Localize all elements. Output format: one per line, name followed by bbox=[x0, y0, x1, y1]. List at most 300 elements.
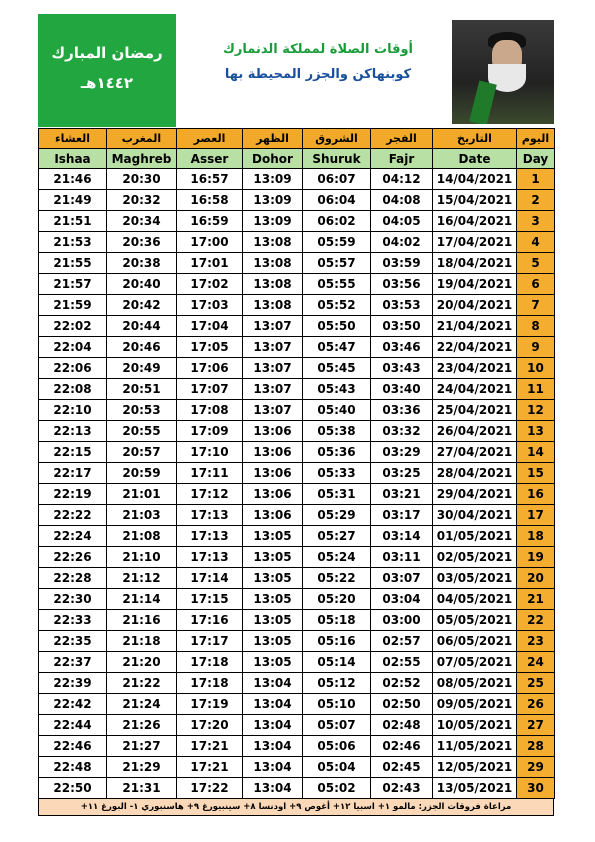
cell-day: 7 bbox=[517, 295, 555, 316]
cell-ishaa: 22:15 bbox=[39, 442, 107, 463]
cell-fajr: 03:59 bbox=[371, 253, 433, 274]
cell-day: 27 bbox=[517, 715, 555, 736]
cell-asser: 17:22 bbox=[177, 778, 243, 799]
cell-day: 8 bbox=[517, 316, 555, 337]
cell-fajr: 03:04 bbox=[371, 589, 433, 610]
cell-maghreb: 20:57 bbox=[107, 442, 177, 463]
cell-fajr: 03:50 bbox=[371, 316, 433, 337]
cell-maghreb: 20:32 bbox=[107, 190, 177, 211]
table-row bbox=[39, 652, 555, 673]
cell-dohor: 13:04 bbox=[243, 736, 303, 757]
cell-asser: 17:06 bbox=[177, 358, 243, 379]
cell-shuruk: 05:22 bbox=[303, 568, 371, 589]
cell-asser: 17:00 bbox=[177, 232, 243, 253]
cell-date: 21/04/2021 bbox=[433, 316, 517, 337]
cell-shuruk: 05:24 bbox=[303, 547, 371, 568]
cell-date: 15/04/2021 bbox=[433, 190, 517, 211]
cell-dohor: 13:06 bbox=[243, 442, 303, 463]
table-row bbox=[39, 715, 555, 736]
cell-shuruk: 05:40 bbox=[303, 400, 371, 421]
cell-ishaa: 22:24 bbox=[39, 526, 107, 547]
cell-dohor: 13:05 bbox=[243, 526, 303, 547]
cell-asser: 17:07 bbox=[177, 379, 243, 400]
cell-asser: 16:57 bbox=[177, 169, 243, 190]
table-row bbox=[39, 589, 555, 610]
cell-date: 27/04/2021 bbox=[433, 442, 517, 463]
footer-note: مراعاة فروقات الجزر: مالمو ١+ اسبيا ١٢+ أغوص ٩+ اودنسا ٨+ سينبيورغ ٩+ هاسنبوري ١- البورغ ١١+ bbox=[38, 799, 554, 816]
table-row bbox=[39, 190, 555, 211]
cell-shuruk: 05:27 bbox=[303, 526, 371, 547]
cell-day: 22 bbox=[517, 610, 555, 631]
cell-date: 05/05/2021 bbox=[433, 610, 517, 631]
cell-asser: 17:04 bbox=[177, 316, 243, 337]
cell-day: 16 bbox=[517, 484, 555, 505]
cell-ishaa: 22:28 bbox=[39, 568, 107, 589]
cell-dohor: 13:07 bbox=[243, 337, 303, 358]
title-line-2: كوبنهاكن والجزر المحيطة بها bbox=[224, 67, 412, 82]
cell-date: 29/04/2021 bbox=[433, 484, 517, 505]
cell-day: 1 bbox=[517, 169, 555, 190]
cell-dohor: 13:07 bbox=[243, 358, 303, 379]
cell-maghreb: 20:51 bbox=[107, 379, 177, 400]
cell-day: 17 bbox=[517, 505, 555, 526]
cell-dohor: 13:04 bbox=[243, 757, 303, 778]
cell-dohor: 13:06 bbox=[243, 505, 303, 526]
table-row bbox=[39, 295, 555, 316]
cell-asser: 17:21 bbox=[177, 757, 243, 778]
cell-maghreb: 21:01 bbox=[107, 484, 177, 505]
cell-maghreb: 21:22 bbox=[107, 673, 177, 694]
cell-shuruk: 05:20 bbox=[303, 589, 371, 610]
cell-day: 21 bbox=[517, 589, 555, 610]
cell-fajr: 03:21 bbox=[371, 484, 433, 505]
cell-day: 9 bbox=[517, 337, 555, 358]
cell-day: 5 bbox=[517, 253, 555, 274]
table-row bbox=[39, 757, 555, 778]
cell-maghreb: 21:12 bbox=[107, 568, 177, 589]
cell-shuruk: 06:04 bbox=[303, 190, 371, 211]
cell-ishaa: 22:26 bbox=[39, 547, 107, 568]
cell-day: 12 bbox=[517, 400, 555, 421]
cell-shuruk: 05:36 bbox=[303, 442, 371, 463]
col-header-ar: الشروق bbox=[303, 129, 371, 149]
cell-asser: 17:16 bbox=[177, 610, 243, 631]
cell-asser: 17:17 bbox=[177, 631, 243, 652]
table-row bbox=[39, 442, 555, 463]
cell-dohor: 13:04 bbox=[243, 673, 303, 694]
cell-maghreb: 20:30 bbox=[107, 169, 177, 190]
cell-date: 24/04/2021 bbox=[433, 379, 517, 400]
cell-shuruk: 06:07 bbox=[303, 169, 371, 190]
cell-maghreb: 21:16 bbox=[107, 610, 177, 631]
cell-dohor: 13:04 bbox=[243, 694, 303, 715]
cell-shuruk: 05:50 bbox=[303, 316, 371, 337]
cell-date: 07/05/2021 bbox=[433, 652, 517, 673]
cell-ishaa: 22:19 bbox=[39, 484, 107, 505]
cell-date: 01/05/2021 bbox=[433, 526, 517, 547]
cell-fajr: 02:46 bbox=[371, 736, 433, 757]
cell-shuruk: 05:31 bbox=[303, 484, 371, 505]
cell-dohor: 13:04 bbox=[243, 778, 303, 799]
cell-asser: 17:09 bbox=[177, 421, 243, 442]
cell-ishaa: 22:37 bbox=[39, 652, 107, 673]
cell-ishaa: 22:10 bbox=[39, 400, 107, 421]
table-row bbox=[39, 421, 555, 442]
cell-ishaa: 22:46 bbox=[39, 736, 107, 757]
cell-dohor: 13:09 bbox=[243, 211, 303, 232]
col-header-ar: اليوم bbox=[517, 129, 555, 149]
cell-date: 17/04/2021 bbox=[433, 232, 517, 253]
cell-fajr: 02:55 bbox=[371, 652, 433, 673]
cell-fajr: 04:08 bbox=[371, 190, 433, 211]
cell-asser: 17:18 bbox=[177, 652, 243, 673]
cell-shuruk: 05:29 bbox=[303, 505, 371, 526]
cell-ishaa: 21:55 bbox=[39, 253, 107, 274]
cell-asser: 17:11 bbox=[177, 463, 243, 484]
cell-date: 02/05/2021 bbox=[433, 547, 517, 568]
cell-maghreb: 20:59 bbox=[107, 463, 177, 484]
table-row bbox=[39, 505, 555, 526]
cell-ishaa: 21:51 bbox=[39, 211, 107, 232]
cell-asser: 17:13 bbox=[177, 526, 243, 547]
cell-maghreb: 20:38 bbox=[107, 253, 177, 274]
table-row bbox=[39, 631, 555, 652]
cell-maghreb: 20:34 bbox=[107, 211, 177, 232]
cell-day: 25 bbox=[517, 673, 555, 694]
cell-shuruk: 05:47 bbox=[303, 337, 371, 358]
col-header-en: Maghreb bbox=[107, 149, 177, 169]
cell-fajr: 03:00 bbox=[371, 610, 433, 631]
cell-ishaa: 21:53 bbox=[39, 232, 107, 253]
cell-asser: 16:58 bbox=[177, 190, 243, 211]
cell-shuruk: 05:18 bbox=[303, 610, 371, 631]
cell-asser: 17:19 bbox=[177, 694, 243, 715]
cell-date: 14/04/2021 bbox=[433, 169, 517, 190]
cell-shuruk: 05:02 bbox=[303, 778, 371, 799]
cell-dohor: 13:06 bbox=[243, 421, 303, 442]
cell-maghreb: 20:55 bbox=[107, 421, 177, 442]
cell-maghreb: 20:49 bbox=[107, 358, 177, 379]
cell-fajr: 03:40 bbox=[371, 379, 433, 400]
table-row bbox=[39, 169, 555, 190]
cell-ishaa: 22:17 bbox=[39, 463, 107, 484]
cell-date: 10/05/2021 bbox=[433, 715, 517, 736]
cell-dohor: 13:08 bbox=[243, 253, 303, 274]
cell-dohor: 13:05 bbox=[243, 631, 303, 652]
cell-fajr: 03:56 bbox=[371, 274, 433, 295]
cell-asser: 17:14 bbox=[177, 568, 243, 589]
cell-dohor: 13:06 bbox=[243, 463, 303, 484]
cell-ishaa: 22:33 bbox=[39, 610, 107, 631]
cell-date: 20/04/2021 bbox=[433, 295, 517, 316]
table-row bbox=[39, 778, 555, 799]
cell-maghreb: 20:42 bbox=[107, 295, 177, 316]
cell-date: 03/05/2021 bbox=[433, 568, 517, 589]
cell-shuruk: 05:10 bbox=[303, 694, 371, 715]
cell-dohor: 13:05 bbox=[243, 547, 303, 568]
cell-date: 30/04/2021 bbox=[433, 505, 517, 526]
cell-maghreb: 21:31 bbox=[107, 778, 177, 799]
cell-date: 23/04/2021 bbox=[433, 358, 517, 379]
cell-day: 20 bbox=[517, 568, 555, 589]
col-header-ar: العصر bbox=[177, 129, 243, 149]
cell-day: 23 bbox=[517, 631, 555, 652]
cell-shuruk: 05:43 bbox=[303, 379, 371, 400]
cell-shuruk: 05:06 bbox=[303, 736, 371, 757]
table-row bbox=[39, 547, 555, 568]
col-header-ar: العشاء bbox=[39, 129, 107, 149]
cell-maghreb: 21:14 bbox=[107, 589, 177, 610]
table-row bbox=[39, 316, 555, 337]
cell-ishaa: 21:49 bbox=[39, 190, 107, 211]
cell-date: 18/04/2021 bbox=[433, 253, 517, 274]
table-row bbox=[39, 379, 555, 400]
cell-fajr: 03:29 bbox=[371, 442, 433, 463]
cell-day: 19 bbox=[517, 547, 555, 568]
cell-asser: 17:08 bbox=[177, 400, 243, 421]
cell-asser: 17:03 bbox=[177, 295, 243, 316]
page-header bbox=[38, 14, 554, 128]
cell-day: 18 bbox=[517, 526, 555, 547]
cell-day: 3 bbox=[517, 211, 555, 232]
cell-ishaa: 22:35 bbox=[39, 631, 107, 652]
portrait-sash bbox=[469, 80, 497, 124]
table-row bbox=[39, 253, 555, 274]
cell-dohor: 13:08 bbox=[243, 232, 303, 253]
cell-asser: 17:01 bbox=[177, 253, 243, 274]
cell-day: 14 bbox=[517, 442, 555, 463]
cell-ishaa: 22:44 bbox=[39, 715, 107, 736]
cell-maghreb: 21:27 bbox=[107, 736, 177, 757]
cell-shuruk: 05:52 bbox=[303, 295, 371, 316]
cell-day: 13 bbox=[517, 421, 555, 442]
cell-maghreb: 21:24 bbox=[107, 694, 177, 715]
cell-maghreb: 20:40 bbox=[107, 274, 177, 295]
cell-fajr: 03:46 bbox=[371, 337, 433, 358]
cell-ishaa: 22:06 bbox=[39, 358, 107, 379]
cell-ishaa: 21:59 bbox=[39, 295, 107, 316]
cell-day: 28 bbox=[517, 736, 555, 757]
cell-day: 11 bbox=[517, 379, 555, 400]
cell-asser: 17:10 bbox=[177, 442, 243, 463]
table-row bbox=[39, 526, 555, 547]
cell-fajr: 03:53 bbox=[371, 295, 433, 316]
cell-fajr: 02:50 bbox=[371, 694, 433, 715]
cell-fajr: 02:43 bbox=[371, 778, 433, 799]
table-row bbox=[39, 694, 555, 715]
table-row bbox=[39, 400, 555, 421]
cell-shuruk: 05:07 bbox=[303, 715, 371, 736]
hijri-year: ١٤٤٢هـ bbox=[80, 74, 134, 92]
cell-maghreb: 21:03 bbox=[107, 505, 177, 526]
cell-maghreb: 20:36 bbox=[107, 232, 177, 253]
header-row-english bbox=[39, 149, 555, 169]
cell-asser: 17:21 bbox=[177, 736, 243, 757]
cell-date: 06/05/2021 bbox=[433, 631, 517, 652]
ramadan-title: رمضان المبارك bbox=[51, 44, 163, 62]
cell-day: 30 bbox=[517, 778, 555, 799]
cell-day: 24 bbox=[517, 652, 555, 673]
cell-dohor: 13:08 bbox=[243, 295, 303, 316]
cell-date: 12/05/2021 bbox=[433, 757, 517, 778]
cell-fajr: 03:43 bbox=[371, 358, 433, 379]
cell-shuruk: 05:38 bbox=[303, 421, 371, 442]
cell-fajr: 03:14 bbox=[371, 526, 433, 547]
cell-asser: 17:02 bbox=[177, 274, 243, 295]
cell-dohor: 13:09 bbox=[243, 169, 303, 190]
cell-fajr: 03:17 bbox=[371, 505, 433, 526]
cell-dohor: 13:07 bbox=[243, 316, 303, 337]
cell-shuruk: 05:59 bbox=[303, 232, 371, 253]
cell-asser: 17:18 bbox=[177, 673, 243, 694]
cell-day: 15 bbox=[517, 463, 555, 484]
cell-asser: 17:05 bbox=[177, 337, 243, 358]
cell-ishaa: 22:50 bbox=[39, 778, 107, 799]
title-block bbox=[198, 42, 438, 82]
cell-fajr: 02:52 bbox=[371, 673, 433, 694]
cell-fajr: 04:05 bbox=[371, 211, 433, 232]
cell-ishaa: 22:30 bbox=[39, 589, 107, 610]
cell-ishaa: 22:13 bbox=[39, 421, 107, 442]
table-row bbox=[39, 463, 555, 484]
table-row bbox=[39, 673, 555, 694]
table-row bbox=[39, 736, 555, 757]
table-row bbox=[39, 211, 555, 232]
table-row bbox=[39, 568, 555, 589]
header-row-arabic bbox=[39, 129, 555, 149]
cell-day: 6 bbox=[517, 274, 555, 295]
cell-date: 08/05/2021 bbox=[433, 673, 517, 694]
cell-date: 11/05/2021 bbox=[433, 736, 517, 757]
cell-dohor: 13:05 bbox=[243, 652, 303, 673]
cell-ishaa: 22:08 bbox=[39, 379, 107, 400]
table-row bbox=[39, 610, 555, 631]
table-row bbox=[39, 484, 555, 505]
cell-ishaa: 22:48 bbox=[39, 757, 107, 778]
cell-day: 26 bbox=[517, 694, 555, 715]
col-header-ar: المغرب bbox=[107, 129, 177, 149]
cell-fajr: 04:02 bbox=[371, 232, 433, 253]
cell-asser: 17:12 bbox=[177, 484, 243, 505]
cell-shuruk: 05:16 bbox=[303, 631, 371, 652]
cell-asser: 16:59 bbox=[177, 211, 243, 232]
cell-dohor: 13:07 bbox=[243, 400, 303, 421]
cell-ishaa: 21:46 bbox=[39, 169, 107, 190]
col-header-en: Date bbox=[433, 149, 517, 169]
cell-fajr: 02:45 bbox=[371, 757, 433, 778]
cell-day: 4 bbox=[517, 232, 555, 253]
cell-dohor: 13:08 bbox=[243, 274, 303, 295]
cell-asser: 17:20 bbox=[177, 715, 243, 736]
cell-asser: 17:13 bbox=[177, 505, 243, 526]
cell-ishaa: 22:04 bbox=[39, 337, 107, 358]
cell-date: 19/04/2021 bbox=[433, 274, 517, 295]
cell-maghreb: 20:44 bbox=[107, 316, 177, 337]
col-header-en: Dohor bbox=[243, 149, 303, 169]
cell-date: 26/04/2021 bbox=[433, 421, 517, 442]
cell-day: 2 bbox=[517, 190, 555, 211]
col-header-en: Asser bbox=[177, 149, 243, 169]
cell-asser: 17:13 bbox=[177, 547, 243, 568]
cell-fajr: 03:25 bbox=[371, 463, 433, 484]
portrait-photo bbox=[452, 20, 554, 124]
table-row bbox=[39, 358, 555, 379]
cell-dohor: 13:05 bbox=[243, 589, 303, 610]
cell-fajr: 03:32 bbox=[371, 421, 433, 442]
cell-ishaa: 22:39 bbox=[39, 673, 107, 694]
cell-shuruk: 05:12 bbox=[303, 673, 371, 694]
col-header-ar: التاريخ bbox=[433, 129, 517, 149]
cell-maghreb: 20:46 bbox=[107, 337, 177, 358]
cell-fajr: 03:07 bbox=[371, 568, 433, 589]
cell-shuruk: 05:33 bbox=[303, 463, 371, 484]
cell-maghreb: 21:10 bbox=[107, 547, 177, 568]
cell-ishaa: 22:02 bbox=[39, 316, 107, 337]
cell-maghreb: 21:08 bbox=[107, 526, 177, 547]
cell-day: 29 bbox=[517, 757, 555, 778]
cell-shuruk: 05:45 bbox=[303, 358, 371, 379]
cell-date: 25/04/2021 bbox=[433, 400, 517, 421]
cell-shuruk: 05:57 bbox=[303, 253, 371, 274]
cell-maghreb: 21:29 bbox=[107, 757, 177, 778]
cell-dohor: 13:05 bbox=[243, 610, 303, 631]
cell-shuruk: 05:14 bbox=[303, 652, 371, 673]
cell-dohor: 13:06 bbox=[243, 484, 303, 505]
title-line-1: أوقات الصلاة لمملكة الدنمارك bbox=[222, 42, 414, 57]
cell-asser: 17:15 bbox=[177, 589, 243, 610]
prayer-times-table bbox=[38, 128, 555, 799]
cell-date: 22/04/2021 bbox=[433, 337, 517, 358]
cell-dohor: 13:07 bbox=[243, 379, 303, 400]
cell-ishaa: 21:57 bbox=[39, 274, 107, 295]
cell-shuruk: 06:02 bbox=[303, 211, 371, 232]
cell-maghreb: 21:20 bbox=[107, 652, 177, 673]
cell-dohor: 13:09 bbox=[243, 190, 303, 211]
cell-maghreb: 20:53 bbox=[107, 400, 177, 421]
cell-maghreb: 21:18 bbox=[107, 631, 177, 652]
col-header-en: Fajr bbox=[371, 149, 433, 169]
cell-date: 28/04/2021 bbox=[433, 463, 517, 484]
cell-fajr: 02:48 bbox=[371, 715, 433, 736]
cell-date: 13/05/2021 bbox=[433, 778, 517, 799]
cell-dohor: 13:05 bbox=[243, 568, 303, 589]
col-header-en: Day bbox=[517, 149, 555, 169]
col-header-ar: الظهر bbox=[243, 129, 303, 149]
prayer-times-sheet bbox=[38, 14, 554, 816]
ramadan-title-box bbox=[38, 14, 176, 127]
cell-dohor: 13:04 bbox=[243, 715, 303, 736]
cell-date: 04/05/2021 bbox=[433, 589, 517, 610]
cell-fajr: 03:36 bbox=[371, 400, 433, 421]
cell-fajr: 04:12 bbox=[371, 169, 433, 190]
cell-date: 09/05/2021 bbox=[433, 694, 517, 715]
cell-date: 16/04/2021 bbox=[433, 211, 517, 232]
cell-maghreb: 21:26 bbox=[107, 715, 177, 736]
cell-ishaa: 22:42 bbox=[39, 694, 107, 715]
cell-fajr: 02:57 bbox=[371, 631, 433, 652]
cell-shuruk: 05:04 bbox=[303, 757, 371, 778]
cell-fajr: 03:11 bbox=[371, 547, 433, 568]
col-header-ar: الفجر bbox=[371, 129, 433, 149]
table-row bbox=[39, 337, 555, 358]
cell-shuruk: 05:55 bbox=[303, 274, 371, 295]
cell-day: 10 bbox=[517, 358, 555, 379]
cell-ishaa: 22:22 bbox=[39, 505, 107, 526]
col-header-en: Shuruk bbox=[303, 149, 371, 169]
table-row bbox=[39, 274, 555, 295]
col-header-en: Ishaa bbox=[39, 149, 107, 169]
table-row bbox=[39, 232, 555, 253]
